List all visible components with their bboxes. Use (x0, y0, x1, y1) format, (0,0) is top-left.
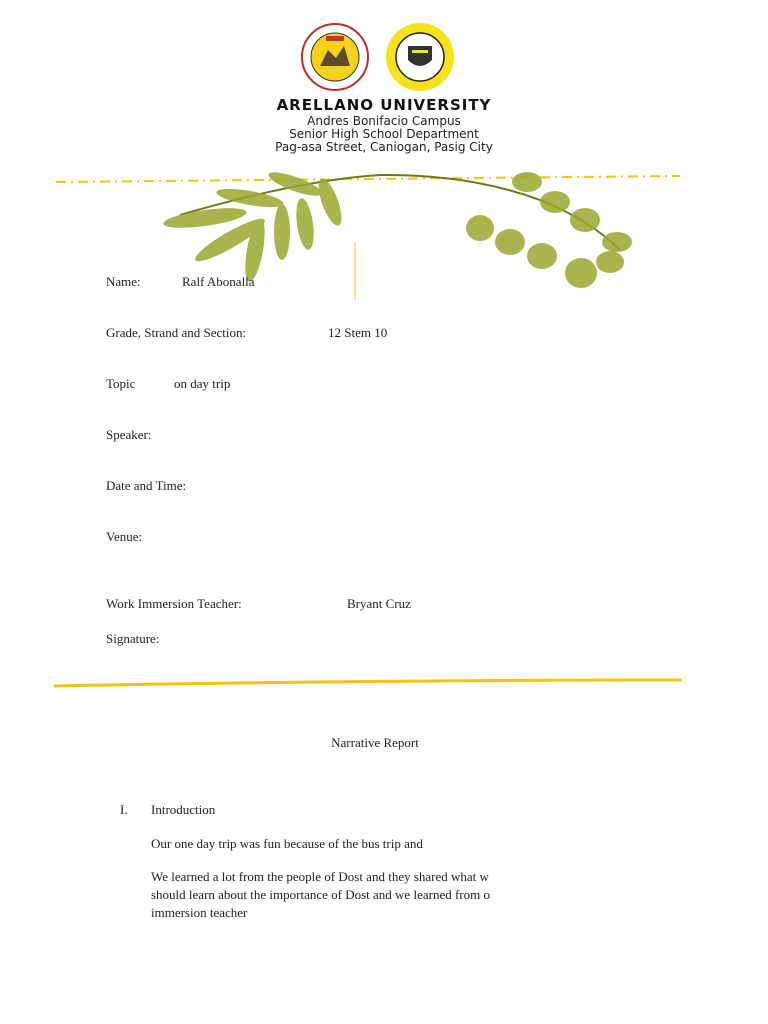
section-title: Introduction (151, 802, 216, 817)
decorative-olive-branch (50, 160, 700, 300)
arellano-seal-logo (302, 24, 368, 90)
name-value: Ralf Abonalla (182, 274, 255, 289)
university-name: ARELLANO UNIVERSITY (276, 96, 492, 114)
grade-label: Grade, Strand and Section: (106, 325, 247, 340)
topic-label: Topic (106, 376, 136, 391)
speaker-label: Speaker: (106, 427, 152, 442)
teacher-label: Work Immersion Teacher: (106, 596, 242, 611)
department-name: Senior High School Department (289, 127, 479, 141)
datetime-label: Date and Time: (106, 478, 187, 493)
campus-name: Andres Bonifacio Campus (307, 114, 461, 128)
university-logos (298, 22, 458, 92)
report-title: Narrative Report (331, 735, 419, 750)
grade-value: 12 Stem 10 (328, 325, 388, 340)
section-number: I. (120, 802, 128, 817)
paragraph-2-line-2: should learn about the importance of Dost and we learned from o (151, 887, 490, 902)
paragraph-2-line-1: We learned a lot from the people of Dost and they shared what w (151, 869, 489, 884)
name-label: Name: (106, 274, 141, 289)
yellow-divider (52, 678, 684, 690)
paragraph-2-line-3: immersion teacher (151, 905, 248, 920)
teacher-value: Bryant Cruz (347, 596, 411, 611)
topic-value: on day trip (174, 376, 231, 391)
school-address: Pag-asa Street, Caniogan, Pasig City (275, 140, 493, 154)
venue-label: Venue: (106, 529, 143, 544)
seniorhigh-seal-logo (386, 23, 454, 91)
signature-label: Signature: (106, 631, 160, 646)
paragraph-1: Our one day trip was fun because of the bus trip and (151, 836, 423, 851)
